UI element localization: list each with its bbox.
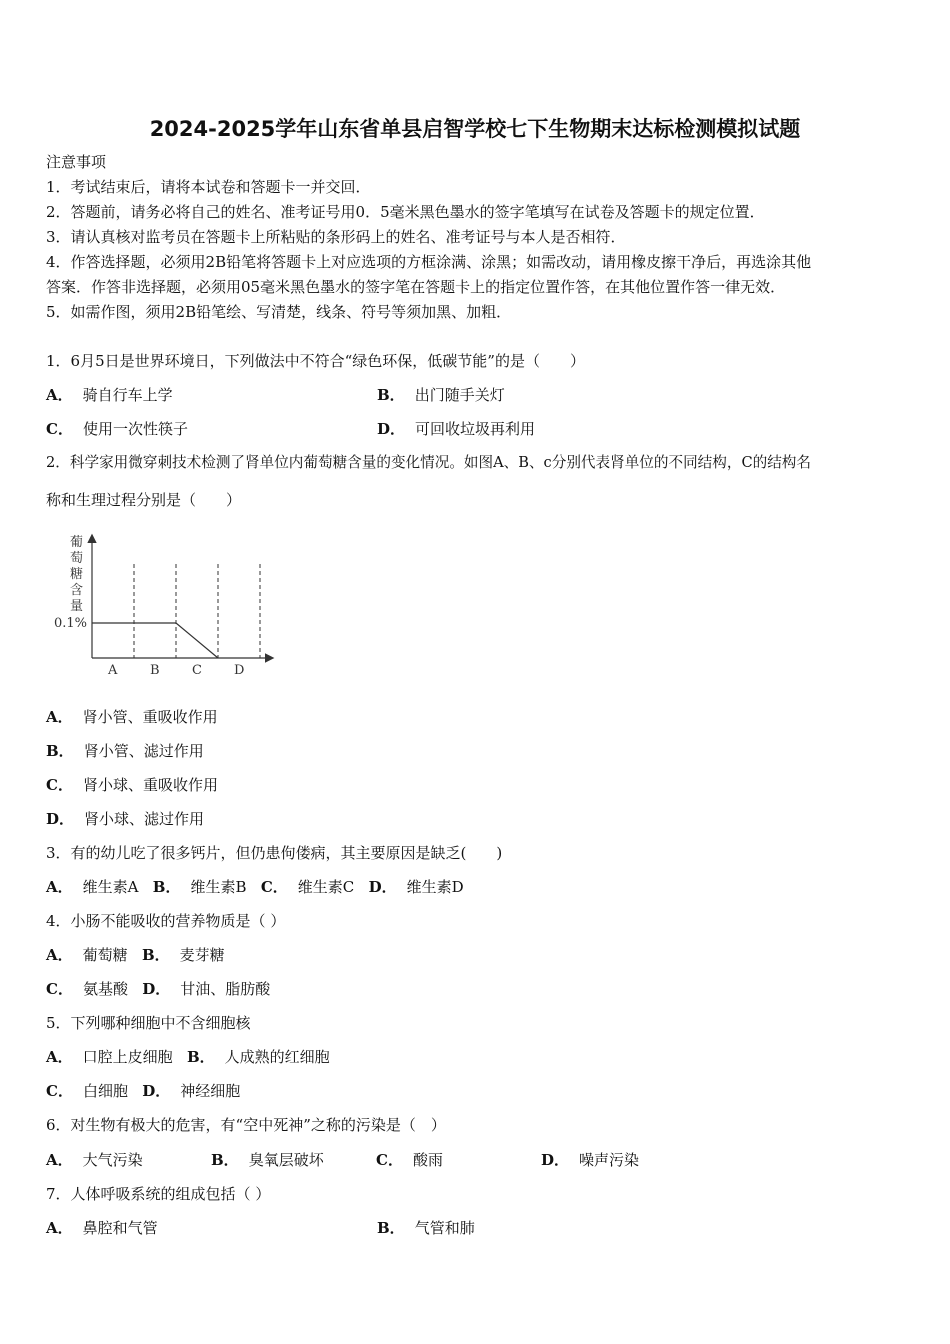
q7-option-a: A． 鼻腔和气管 [46,1219,158,1237]
question-2-stem: 2．科学家用微穿刺技术检测了肾单位内葡萄糖含量的变化情况。如图A、B、c分别代表肾单位的不同结构，C的结构名 [46,454,811,471]
q7-option-b: B． 气管和肺 [377,1219,475,1237]
notice-item: 2．答题前，请务必将自己的姓名、准考证号用0．5毫米黑色墨水的签字笔填写在试卷及答题卡的规定位置． [46,203,765,221]
notice-heading: 注意事项 [46,153,107,171]
q4-options-cd: C． 氨基酸 D． 甘油、脂肪酸 [46,980,271,998]
x-tick-labels [107,663,244,678]
q2-option-b: B． 肾小管、滤过作用 [46,742,204,760]
q3-options: A． 维生素A B． 维生素B C． 维生素C D． 维生素D [46,878,464,896]
x-tick-label: D [234,663,245,678]
x-tick-label: C [192,663,202,678]
q5-options-cd: C． 白细胞 D． 神经细胞 [46,1082,241,1100]
q1-option-d: D． 可回收垃圾再利用 [377,420,536,438]
y-tick-label: 0.1% [54,616,88,631]
y-axis-label: 葡萄糖含量 [70,535,84,614]
exam-title: 2024-2025学年山东省单县启智学校七下生物期末达标检测模拟试题 [149,117,801,141]
q2-option-c: C． 肾小球、重吸收作用 [46,776,218,794]
q1-option-c: C． 使用一次性筷子 [46,420,188,438]
q6-option-a: A． 大气污染 [46,1151,143,1169]
q1-option-a: A． 骑自行车上学 [46,386,173,404]
glucose-line [92,623,218,658]
notice-item: 5．如需作图，须用2B铅笔绘、写清楚，线条、符号等须加黑、加粗． [46,303,512,321]
q6-option-b: B． 臭氧层破坏 [211,1151,324,1169]
question-3-stem: 3．有的幼儿吃了很多钙片，但仍患佝偻病，其主要原因是缺乏( ) [46,844,503,862]
q2-option-d: D． 肾小球、滤过作用 [46,810,205,828]
notice-item: 1．考试结束后，请将本试卷和答题卡一并交回． [46,178,371,196]
q1-option-b: B． 出门随手关灯 [377,386,505,404]
dashed-gridlines [134,564,260,658]
notice-item: 3．请认真核对监考员在答题卡上所粘贴的条形码上的姓名、准考证号与本人是否相符． [46,228,626,246]
x-tick-label: A [108,663,118,678]
question-6-stem: 6．对生物有极大的危害，有“空中死神”之称的污染是（ ） [46,1116,446,1134]
q5-options-ab: A． 口腔上皮细胞 B． 人成熟的红细胞 [46,1048,330,1066]
q6-option-c: C． 酸雨 [376,1151,443,1169]
q2-option-a: A． 肾小管、重吸收作用 [46,708,218,726]
x-tick-label: B [150,663,160,678]
y-axis-label-group [70,535,83,614]
question-1-stem: 1．6月5日是世界环境日，下列做法中不符合“绿色环保，低碳节能”的是（ ） [46,352,585,370]
question-4-stem: 4．小肠不能吸收的营养物质是（ ） [46,912,286,930]
notice-item: 答案．作答非选择题，必须用05毫米黑色墨水的签字笔在答题卡上的指定位置作答，在其他位置作答一律无效． [46,278,786,296]
q4-options-ab: A． 葡萄糖 B． 麦芽糖 [46,946,225,964]
q6-option-d: D． 噪声污染 [541,1151,640,1169]
question-5-stem: 5．下列哪种细胞中不含细胞核 [46,1014,251,1032]
glucose-chart [52,530,282,680]
question-7-stem: 7．人体呼吸系统的组成包括（ ） [46,1185,271,1203]
notice-item: 4．作答选择题，必须用2B铅笔将答题卡上对应选项的方框涂满、涂黑；如需改动，请用橡皮擦干净后，再选涂其他 [46,253,812,271]
question-2-stem-cont: 称和生理过程分别是（ ） [46,491,242,509]
